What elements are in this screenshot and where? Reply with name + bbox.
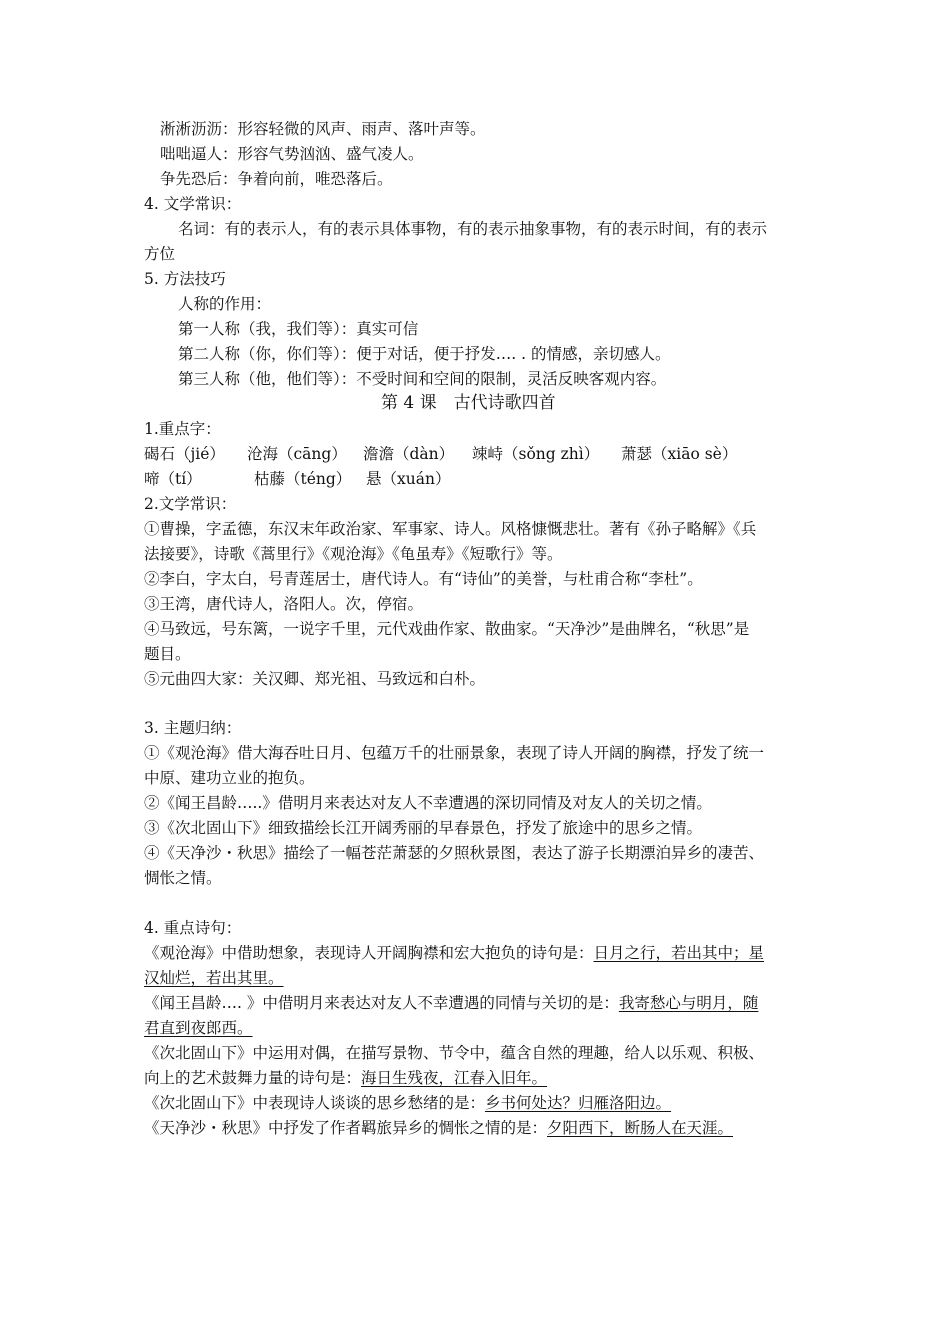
- person-line: 第三人称（他，他们等）：不受时间和空间的限制，灵活反映客观内容。: [178, 370, 667, 388]
- question-text: 《次北固山下》中表现诗人谈谈的思乡愁绪的是：: [144, 1094, 486, 1112]
- answer-text: 海日生残夜，江春入旧年。: [361, 1069, 548, 1087]
- poem-question-line: [144, 1043, 764, 1063]
- keychar-item: 澹澹（dàn）: [363, 445, 455, 463]
- answer-text: 我寄愁心与明月，随: [618, 994, 759, 1012]
- paragraph-line: ①曹操，字孟德，东汉末年政治家、军事家、诗人。风格慷慨悲壮。著有《孙子略解》《兵: [144, 520, 757, 538]
- keychar-row: [144, 444, 737, 464]
- paragraph-line: ④马致远，号东篱，一说字千里，元代戏曲作家、散曲家。“天净沙”是曲牌名，“秋思”是: [144, 620, 750, 638]
- paragraph-line: 惆怅之情。: [144, 869, 222, 887]
- poem-question-line: [144, 1068, 547, 1088]
- paragraph-line: ③《次北固山下》细致描绘长江开阔秀丽的早春景色，抒发了旅途中的思乡之情。: [144, 819, 703, 837]
- question-text: 《闻王昌龄…. 》中借明月来表达对友人不幸遭遇的同情与关切的是：: [144, 994, 619, 1012]
- lesson-title: 第 4 课 古代诗歌四首: [381, 393, 556, 413]
- vocab-line: 淅淅沥沥：形容轻微的风声、雨声、落叶声等。: [160, 120, 486, 138]
- subheading: 人称的作用：: [178, 295, 272, 313]
- keychar-item: 悬（xuán）: [366, 470, 451, 488]
- keychar-item: 萧瑟（xiāo sè）: [621, 445, 738, 463]
- paragraph-line: ①《观沧海》借大海吞吐日月、包蕴万千的壮丽景象，表现了诗人开阔的胸襟，抒发了统一: [144, 744, 765, 762]
- poem-question-line: [144, 943, 764, 963]
- keychar-item: 碣石（jié）: [144, 445, 225, 463]
- answer-text: 汉灿烂，若出其里。: [144, 969, 284, 987]
- paragraph-line: 题目。: [144, 645, 191, 663]
- keychar-item: 啼（tí）: [144, 470, 202, 488]
- paragraph-line: 名词：有的表示人，有的表示具体事物，有的表示抽象事物，有的表示时间，有的表示: [178, 220, 768, 238]
- answer-text: 乡书何处达？归雁洛阳边。: [485, 1094, 672, 1112]
- paragraph-line: ④《天净沙・秋思》描绘了一幅苍茫萧瑟的夕照秋景图，表达了游子长期漂泊异乡的凄苦、: [144, 844, 765, 862]
- keychar-item: 沧海（cāng）: [247, 445, 347, 463]
- section-heading: 4. 文学常识：: [144, 195, 242, 213]
- paragraph-line: 中原、建功立业的抱负。: [144, 769, 315, 787]
- person-line: 第二人称（你，你们等）：便于对话，便于抒发…. . 的情感，亲切感人。: [178, 345, 671, 363]
- keychar-item: 枯藤（téng）: [254, 470, 352, 488]
- paragraph-line: 法接要》，诗歌《蒿里行》《观沧海》《龟虽寿》《短歌行》等。: [144, 545, 563, 563]
- section-heading: 5. 方法技巧: [144, 270, 226, 288]
- question-text: 《次北固山下》中运用对偶，在描写景物、节令中，蕴含自然的理趣，给人以乐观、积极、: [144, 1044, 765, 1062]
- question-text: 向上的艺术鼓舞力量的诗句是：: [144, 1069, 362, 1087]
- poem-question-line: [144, 993, 758, 1013]
- section-heading: 2.文学常识：: [144, 495, 237, 513]
- paragraph-line: ⑤元曲四大家：关汉卿、郑光祖、马致远和白朴。: [144, 670, 486, 688]
- person-line: 第一人称（我，我们等）：真实可信: [178, 320, 419, 338]
- section-heading: 1.重点字：: [144, 420, 221, 438]
- paragraph-line: ②《闻王昌龄…..》借明月来表达对友人不幸遭遇的深切同情及对友人的关切之情。: [144, 794, 712, 812]
- answer-text: 君直到夜郎西。: [144, 1019, 253, 1037]
- answer-text: 夕阳西下，断肠人在天涯。: [547, 1119, 734, 1137]
- keychar-item: 竦峙（sǒng zhì）: [472, 445, 600, 463]
- keychar-row: [144, 469, 450, 489]
- paragraph-line: ③王湾，唐代诗人，洛阳人。次，停宿。: [144, 595, 424, 613]
- paragraph-line: ②李白，字太白，号青莲居士，唐代诗人。有“诗仙”的美誉，与杜甫合称“李杜”。: [144, 570, 703, 588]
- section-heading: 4. 重点诗句：: [144, 919, 242, 937]
- question-text: 《观沧海》中借助想象，表现诗人开阔胸襟和宏大抱负的诗句是：: [144, 944, 594, 962]
- question-text: 《天净沙・秋思》中抒发了作者羁旅异乡的惆怅之情的是：: [144, 1119, 548, 1137]
- vocab-line: 争先恐后：争着向前，唯恐落后。: [160, 170, 393, 188]
- poem-answer-line: [144, 968, 284, 988]
- section-heading: 3. 主题归纳：: [144, 719, 242, 737]
- paragraph-line: 方位: [144, 245, 176, 263]
- vocab-line: 咄咄逼人：形容气势汹汹、盛气凌人。: [160, 145, 424, 163]
- poem-question-line: [144, 1118, 733, 1138]
- poem-answer-line: [144, 1018, 253, 1038]
- answer-text: 日月之行，若出其中；星: [593, 944, 765, 962]
- poem-question-line: [144, 1093, 671, 1113]
